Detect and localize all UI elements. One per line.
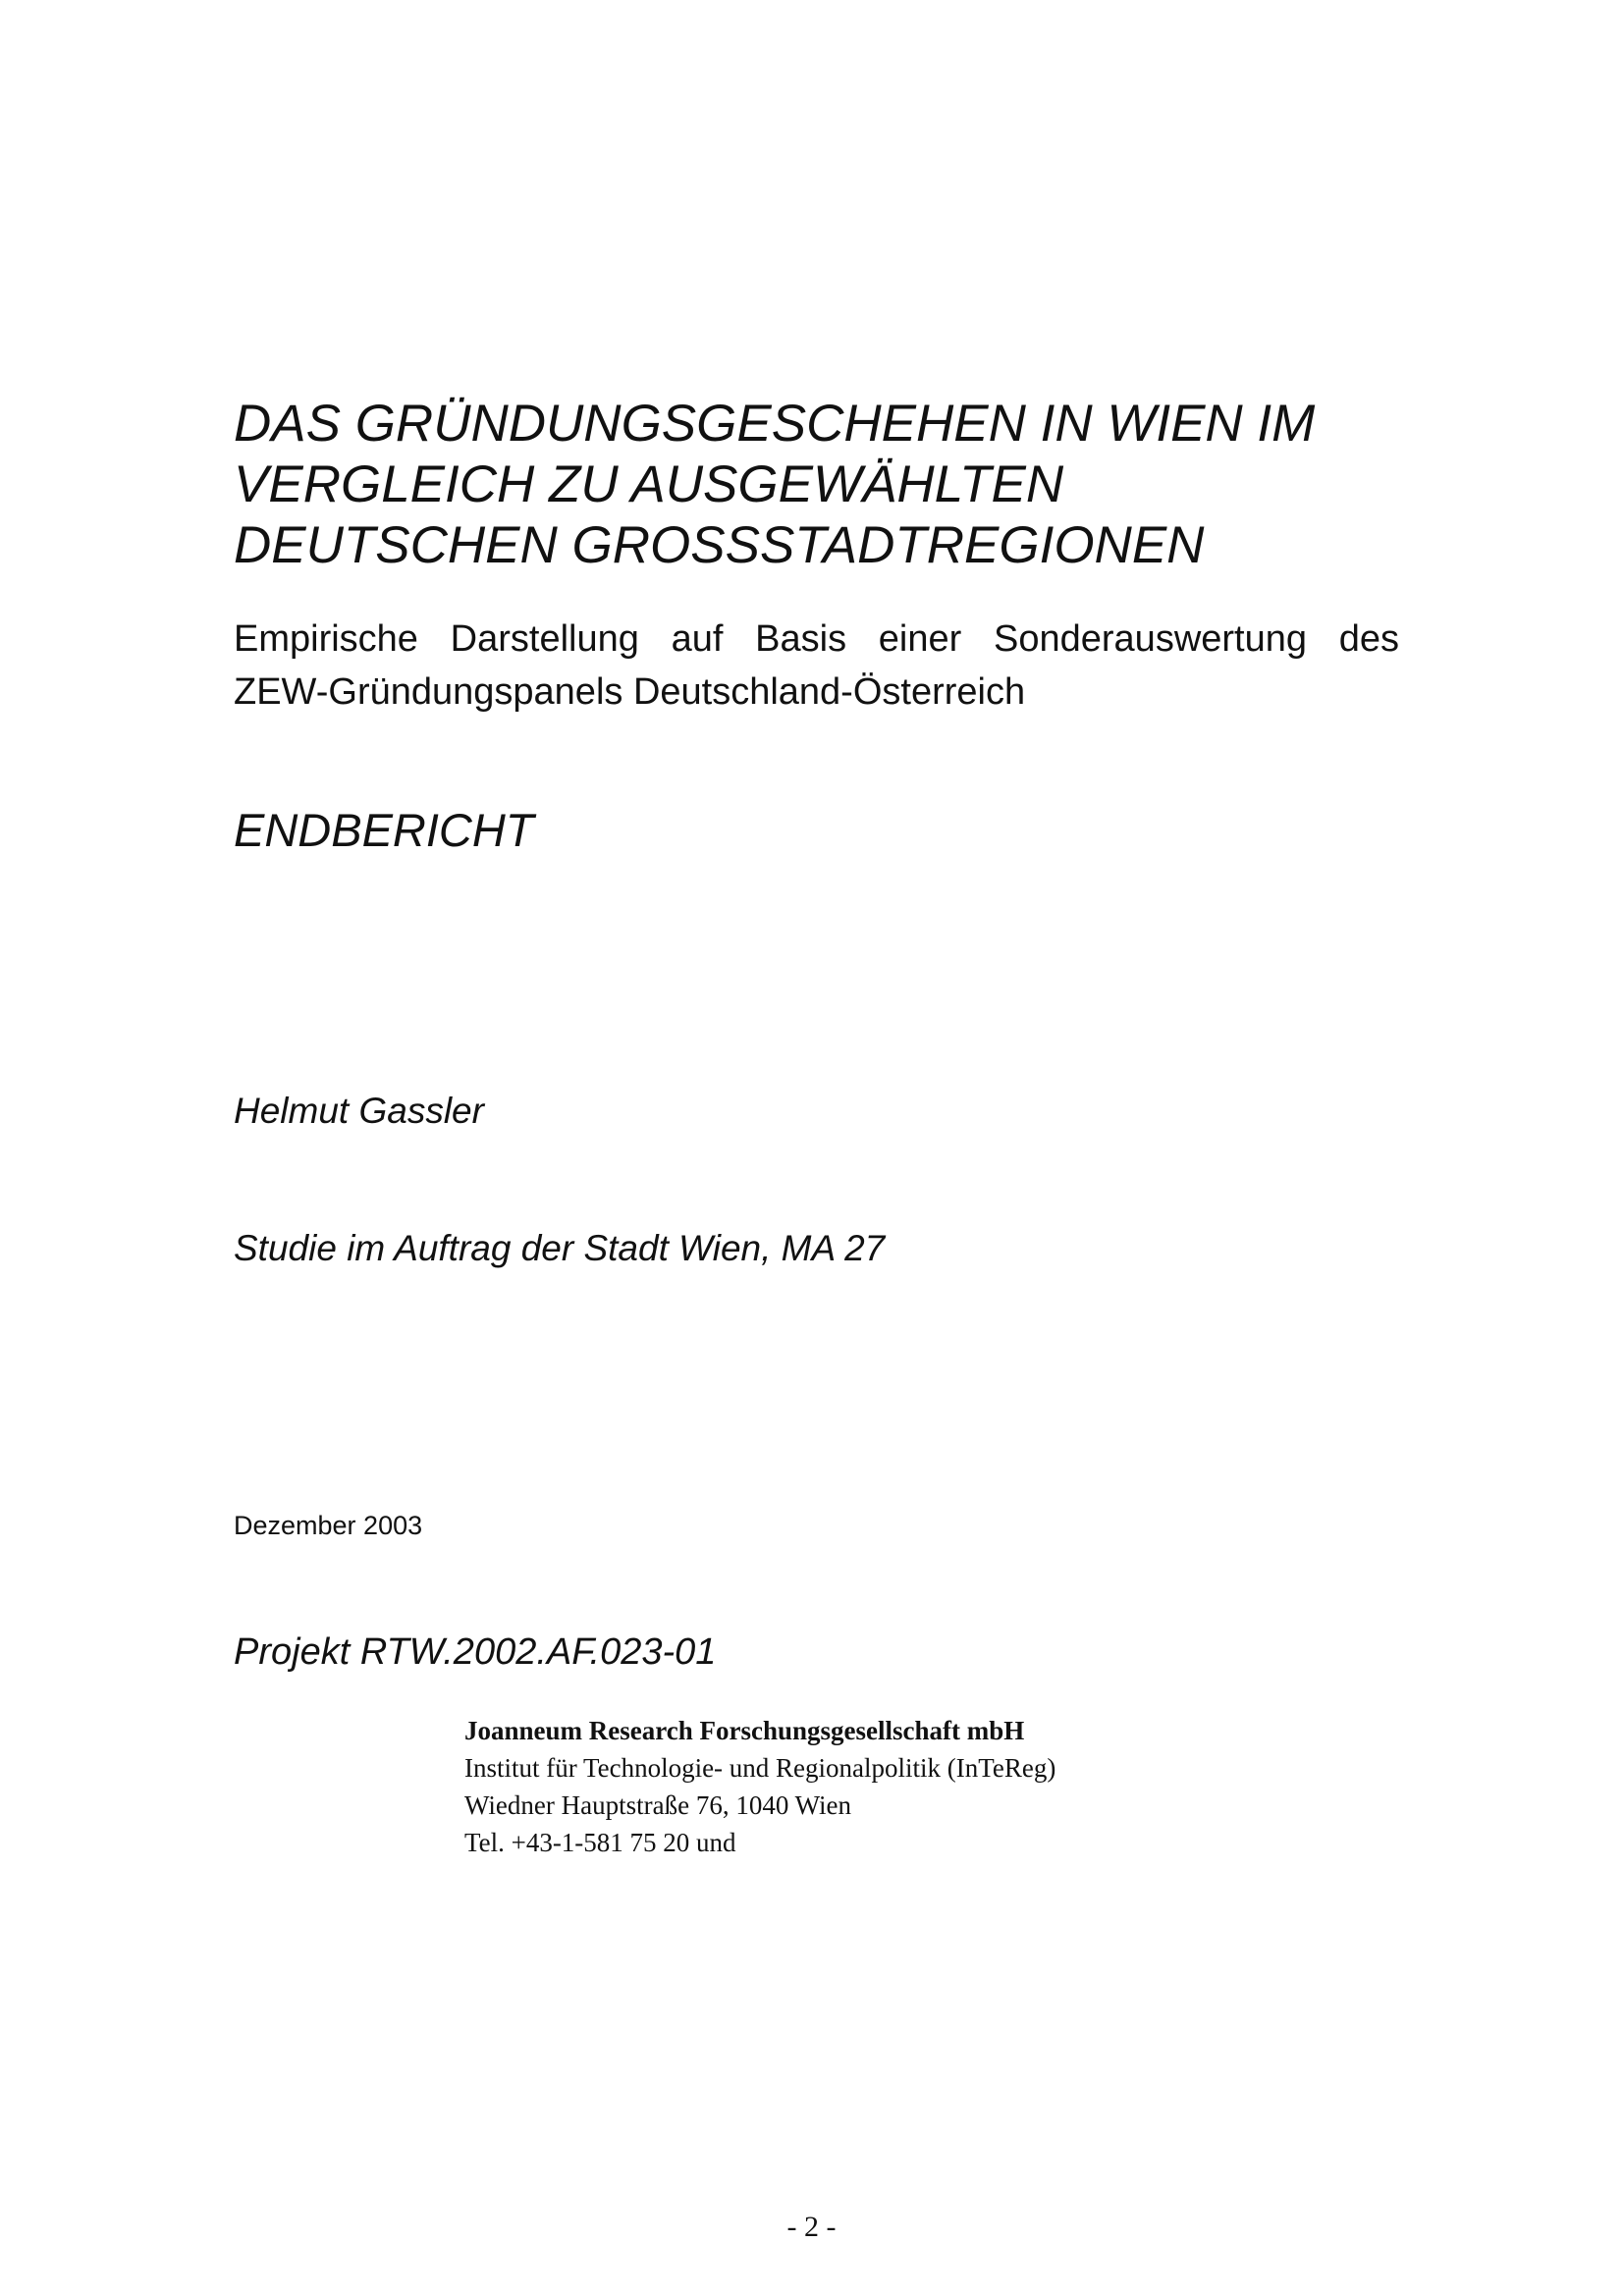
subtitle <box>234 613 1399 719</box>
author: Helmut Gassler <box>234 1091 484 1131</box>
institute-block <box>464 1712 1055 1861</box>
report-type: ENDBERICHT <box>234 804 534 856</box>
subtitle-line-1: Empirische Darstellung auf Basis einer Sonderauswertung des <box>234 618 1399 660</box>
institute-name: Joanneum Research Forschungsgesellschaft mbH <box>464 1716 1025 1745</box>
report-date: Dezember 2003 <box>234 1511 423 1540</box>
title-line-2: VERGLEICH ZU AUSGEWÄHLTEN <box>234 455 1064 513</box>
page-number: - 2 - <box>786 2211 837 2243</box>
institute-phone: Tel. +43-1-581 75 20 und <box>464 1828 736 1857</box>
institute-department: Institut für Technologie- und Regionalpolitik (InTeReg) <box>464 1753 1056 1783</box>
commission-note: Studie im Auftrag der Stadt Wien, MA 27 <box>234 1228 886 1268</box>
project-number: Projekt RTW.2002.AF.023-01 <box>234 1631 717 1673</box>
title-line-3: DEUTSCHEN GROSSSTADTREGIONEN <box>234 516 1205 574</box>
subtitle-line-2: ZEW-Gründungspanels Deutschland-Österreich <box>234 671 1026 713</box>
title-line-1: DAS GRÜNDUNGSGESCHEHEN IN WIEN IM <box>234 395 1316 453</box>
institute-address: Wiedner Hauptstraße 76, 1040 Wien <box>464 1790 851 1820</box>
